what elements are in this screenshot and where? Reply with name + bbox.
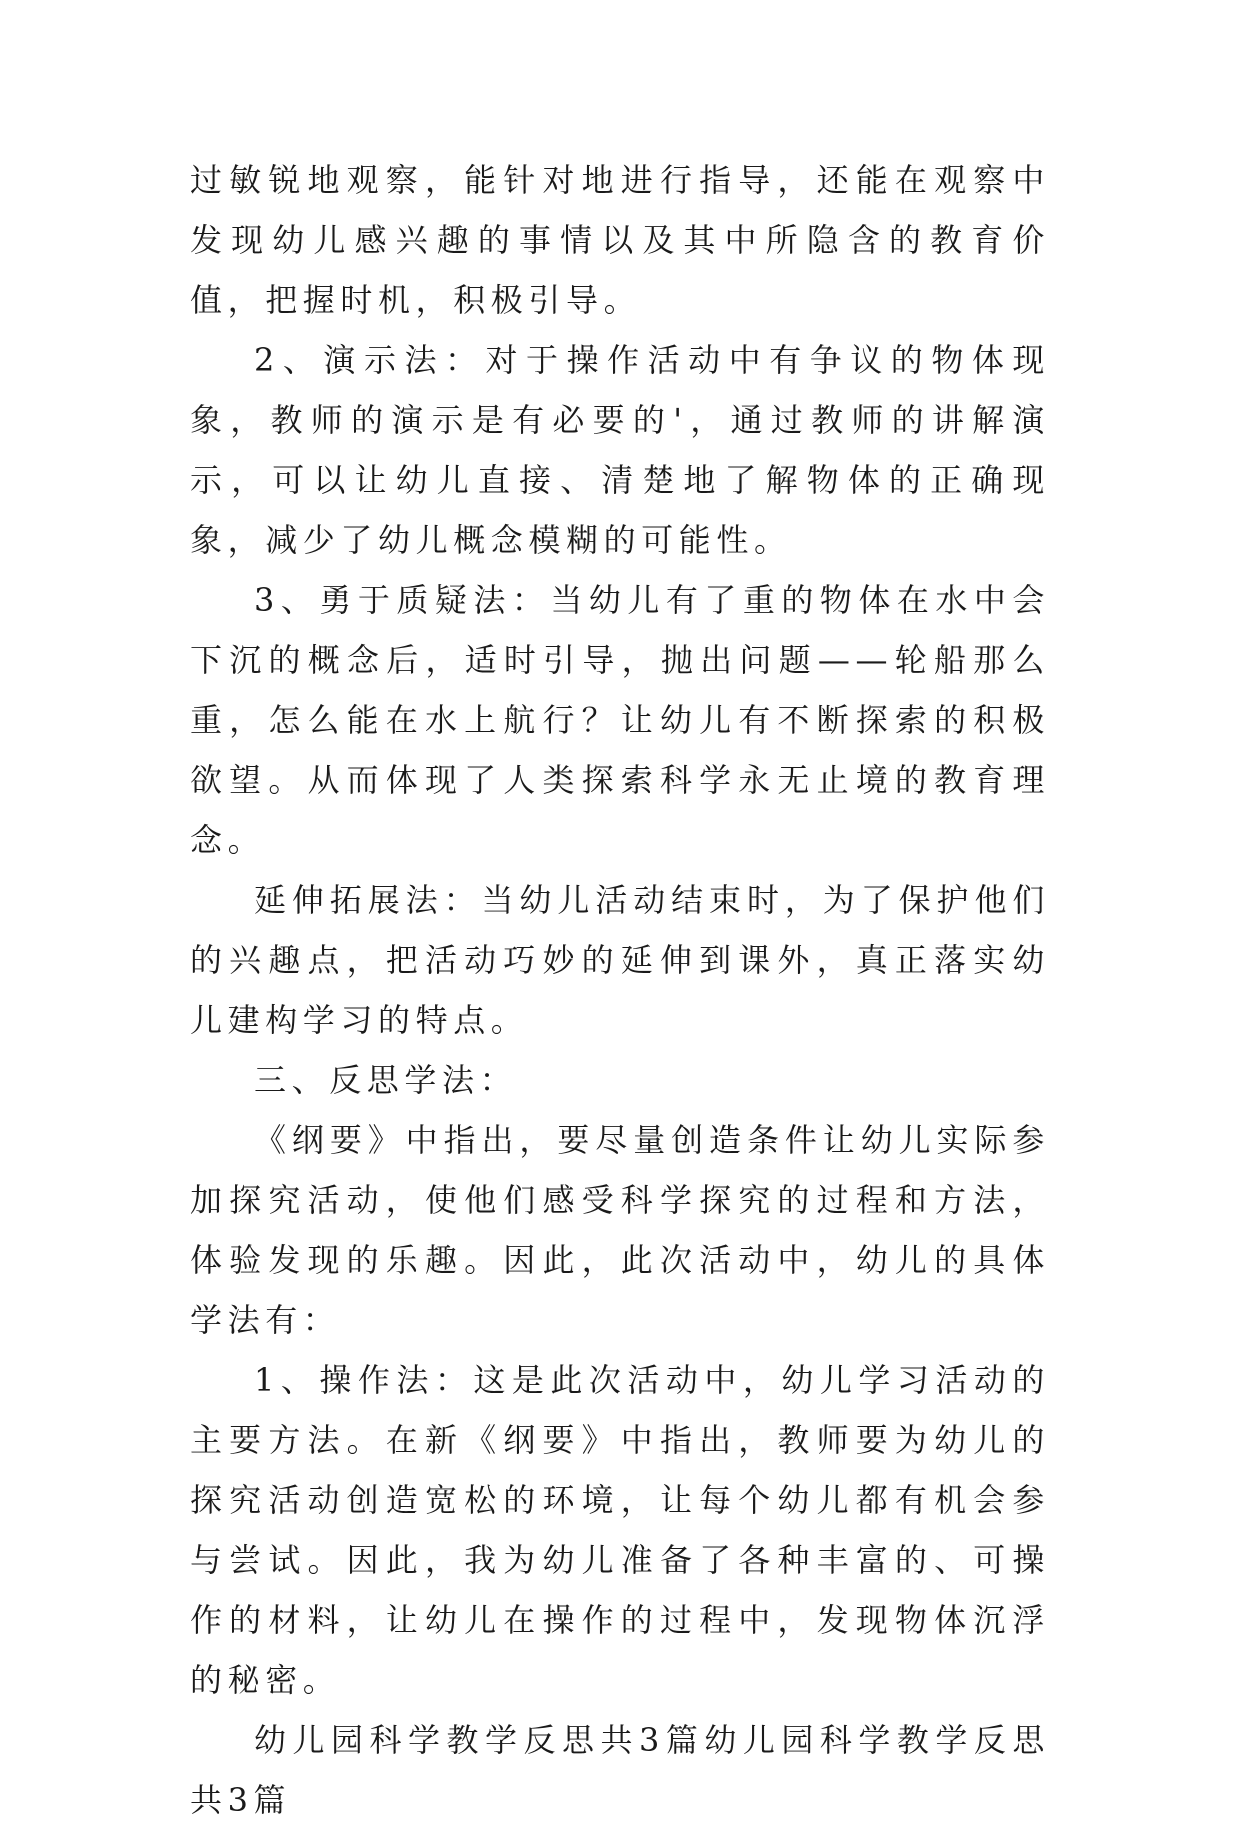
paragraph-questioning-method: 3、勇于质疑法：当幼儿有了重的物体在水中会下沉的概念后，适时引导，抛出问题——轮船那么重，怎么能在水上航行？让幼儿有不断探索的积极欲望。从而体现了人类探索科学永无止境的教育理念。: [190, 581, 1050, 859]
document-body: [190, 150, 1050, 1830]
paragraph-extension-method: 延伸拓展法：当幼儿活动结束时，为了保护他们的兴趣点，把活动巧妙的延伸到课外，真正落实幼儿建构学习的特点。: [190, 881, 1050, 1039]
paragraph-observation-continued: 过敏锐地观察，能针对地进行指导，还能在观察中发现幼儿感兴趣的事情以及其中所隐含的教育价值，把握时机，积极引导。: [190, 161, 1050, 319]
paragraph-operation-method: 1、操作法：这是此次活动中，幼儿学习活动的主要方法。在新《纲要》中指出，教师要为幼儿的探究活动创造宽松的环境，让每个幼儿都有机会参与尝试。因此，我为幼儿准备了各种丰富的、可操作的材料，让幼儿在操作的过程中，发现物体沉浮的秘密。: [190, 1361, 1050, 1699]
paragraph-title-repeat: 幼儿园科学教学反思共3篇幼儿园科学教学反思共3篇: [190, 1721, 1050, 1819]
paragraph-demonstration-method: 2、演示法：对于操作活动中有争议的物体现象，教师的演示是有必要的'，通过教师的讲解演示，可以让幼儿直接、清楚地了解物体的正确现象，减少了幼儿概念模糊的可能性。: [190, 341, 1050, 559]
paragraph-outline-quote: 《纲要》中指出，要尽量创造条件让幼儿实际参加探究活动，使他们感受科学探究的过程和方法，体验发现的乐趣。因此，此次活动中，幼儿的具体学法有：: [190, 1121, 1050, 1339]
section-heading-reflection: 三、反思学法：: [254, 1061, 518, 1099]
